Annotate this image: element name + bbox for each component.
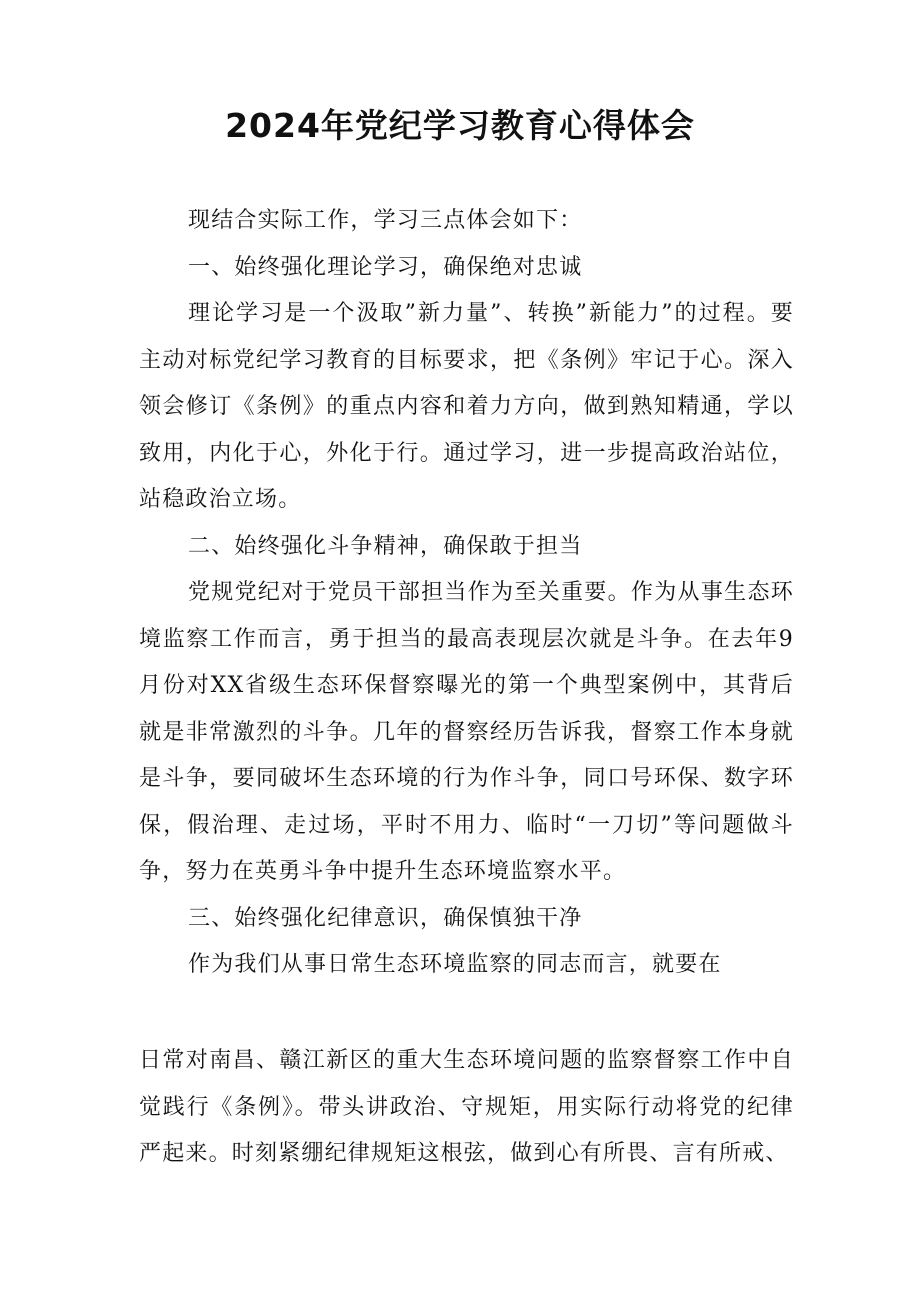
section-paragraph-1: 理论学习是一个汲取”新力量”、转换”新能力”的过程。要主动对标党纪学习教育的目标要求，把《条例》牢记于心。深入领会修订《条例》的重点内容和着力方向，做到熟知精通，学以致用，内化于心，外化于行。通过学习，进一步提高政治站位，站稳政治立场。 — [139, 301, 794, 512]
section-heading-2: 二、始终强化斗争精神，确保敢于担当 — [188, 533, 583, 559]
document-title: 2024年党纪学习教育心得体会 — [225, 106, 695, 145]
section-paragraph-2: 党规党纪对于党员干部担当作为至关重要。作为从事生态环境监察工作而言，勇于担当的最高表现层次就是斗争。在去年9月份对XX省级生态环保督察曝光的第一个典型案例中，其背后就是非常激烈的斗争。几年的督察经历告诉我，督察工作本身就是斗争，要同破坏生态环境的行为作斗争，同口号环保、数字环保，假治理、走过场，平时不用力、临时“一刀切”等问题做斗争，努力在英勇斗争中提升生态环境监察水平。 — [139, 580, 794, 884]
section-heading-3: 三、始终强化纪律意识，确保慎独干净 — [188, 905, 583, 931]
body-section-continued — [139, 1038, 794, 1178]
section-paragraph-3-continued: 日常对南昌、赣江新区的重大生态环境问题的监察督察工作中自觉践行《条例》。带头讲政治、守规矩，用实际行动将党的纪律严起来。时刻紧绷纪律规矩这根弦，做到心有所畏、言有所戒、 — [139, 1048, 794, 1166]
body-section-main — [139, 198, 794, 989]
intro-paragraph: 现结合实际工作，学习三点体会如下： — [188, 208, 583, 233]
section-paragraph-3-start: 作为我们从事日常生态环境监察的同志而言，就要在 — [188, 952, 722, 977]
section-heading-1: 一、始终强化理论学习，确保绝对忠诚 — [188, 254, 583, 280]
